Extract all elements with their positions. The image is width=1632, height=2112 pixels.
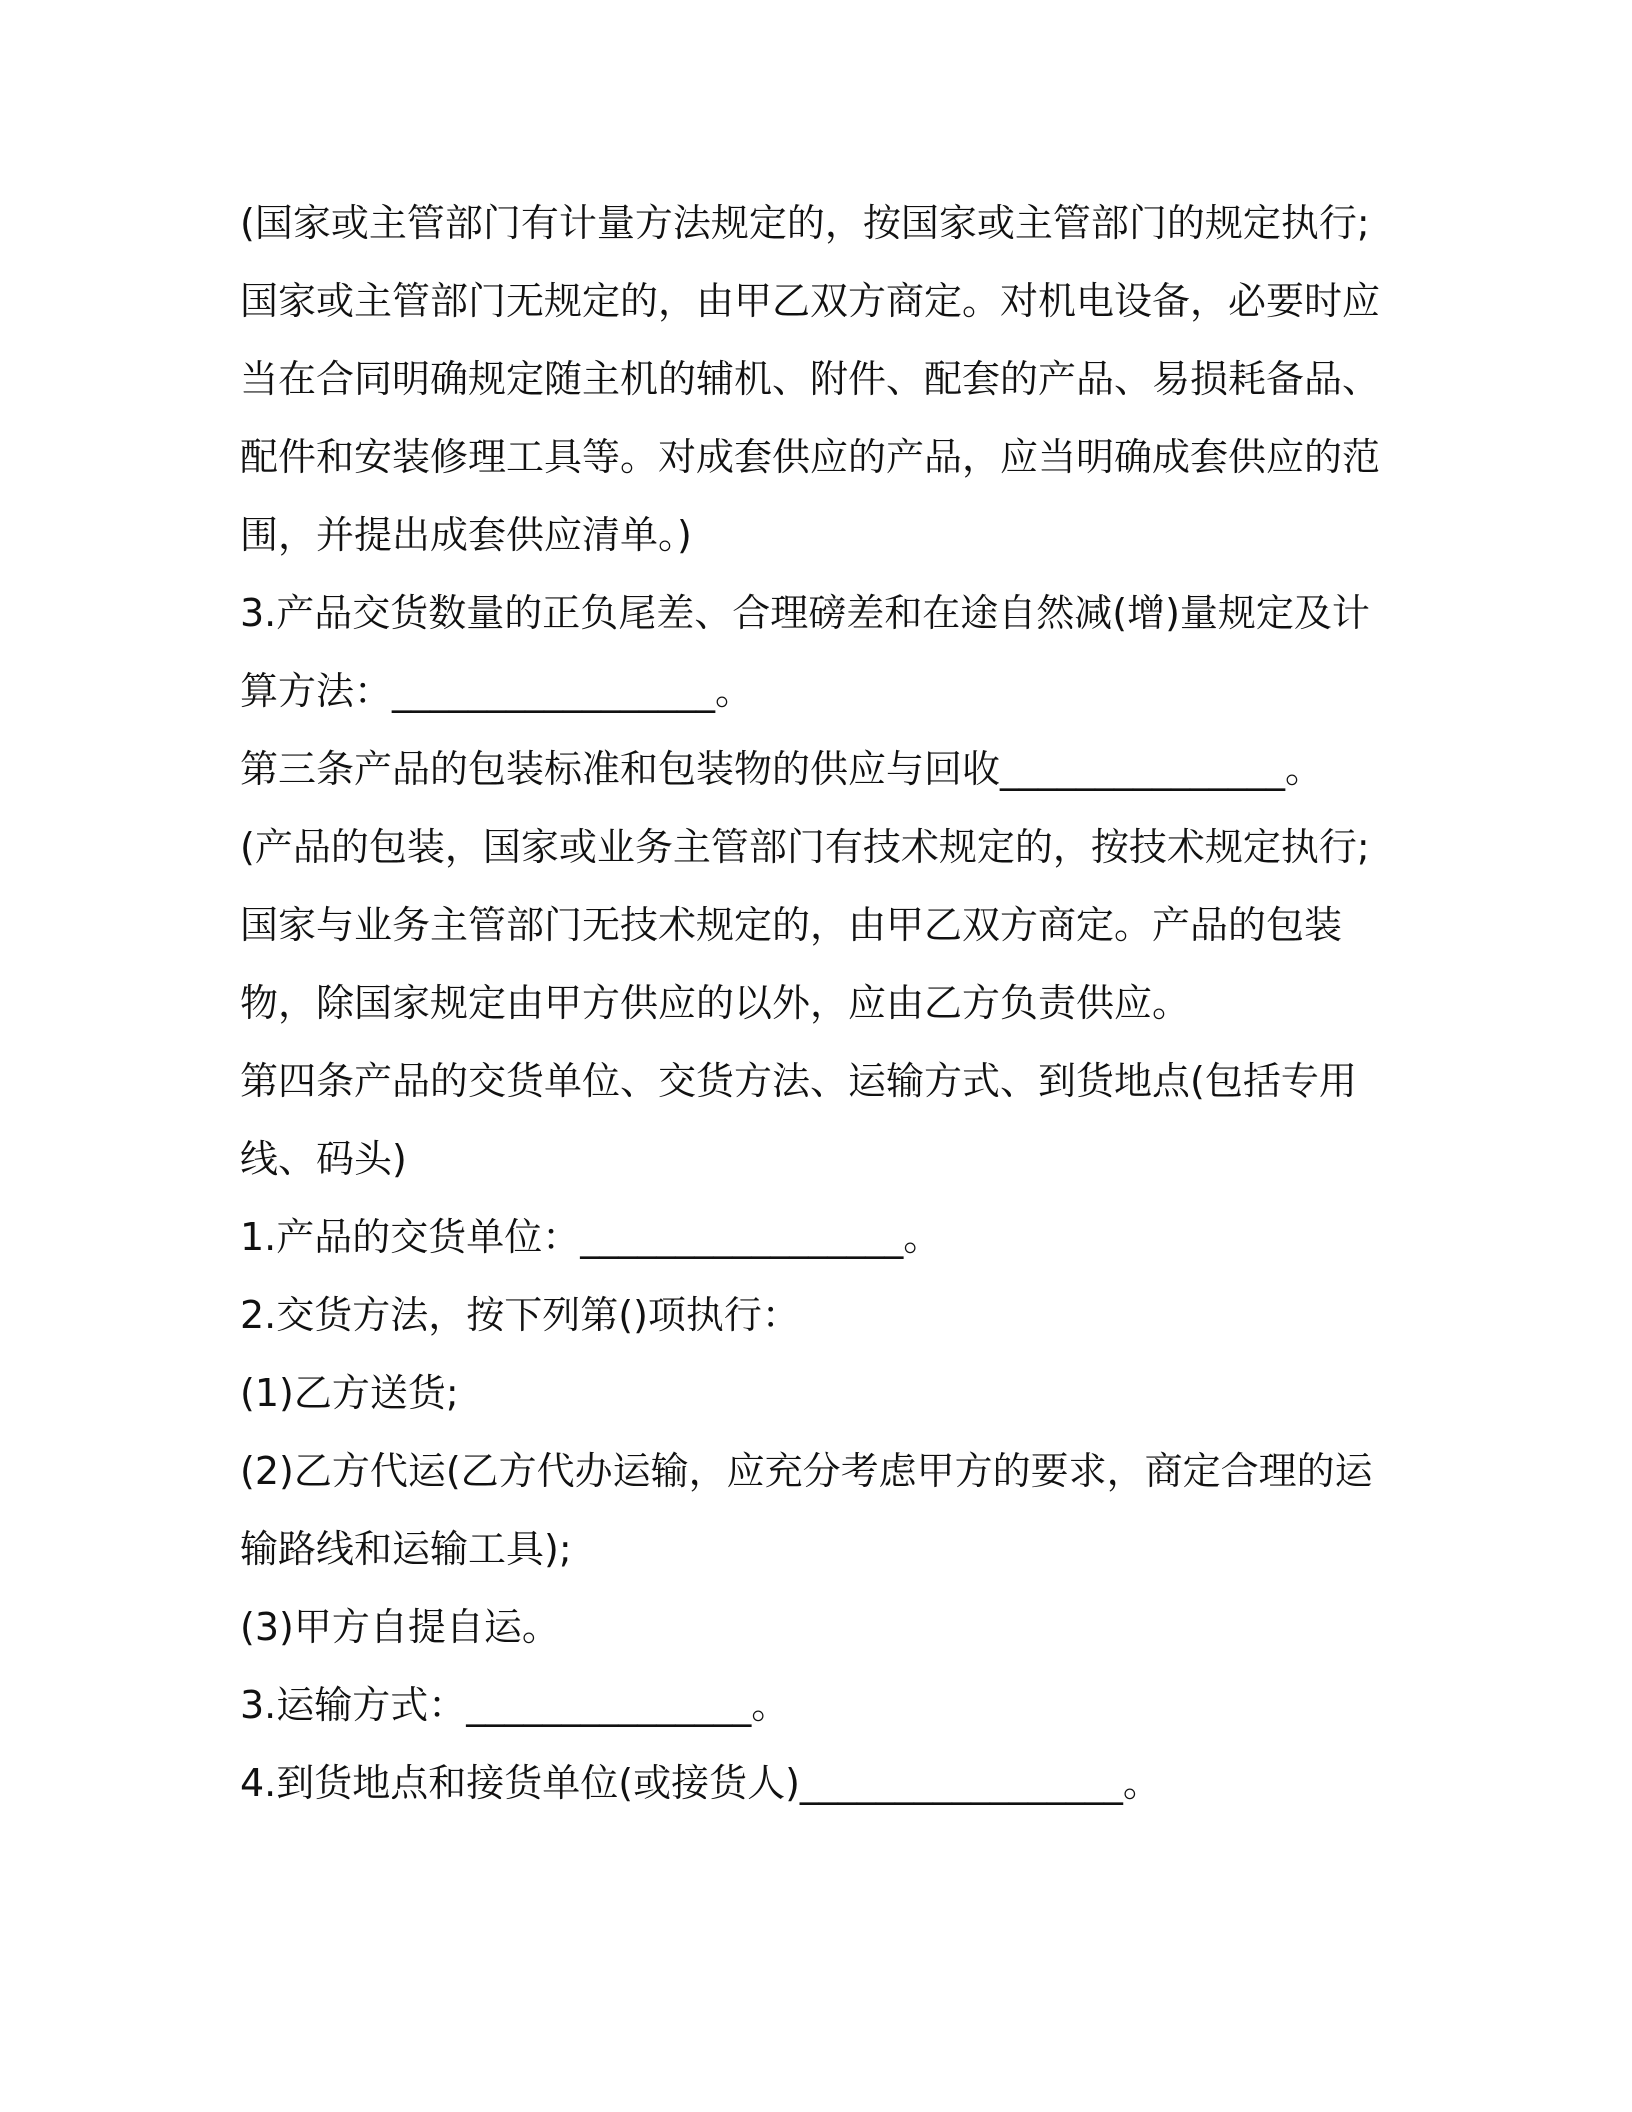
paragraph-measurement-note: (国家或主管部门有计量方法规定的，按国家或主管部门的规定执行;国家或主管部门无规定的，由甲乙双方商定。对机电设备，必要时应当在合同明确规定随主机的辅机、附件、配套的产品、易损耗备品、配件和安装修理工具等。对成套供应的产品，应当明确成套供应的范围，并提出成套供应清单。) [240,201,1381,557]
item-delivery-method: 2.交货方法，按下列第()项执行： [240,1293,800,1337]
article-three-packaging: 第三条产品的包装标准和包装物的供应与回收_______________。 [240,747,1324,791]
item-delivery-unit: 1.产品的交货单位：_________________。 [240,1215,942,1259]
paragraph-packaging-note: (产品的包装，国家或业务主管部门有技术规定的，按技术规定执行;国家与业务主管部门无技术规定的，由甲乙双方商定。产品的包装物，除国家规定由甲方供应的以外，应由乙方负责供应。 [240,825,1370,1025]
document-body [240,184,1400,1822]
item-transport-mode: 3.运输方式：_______________。 [240,1683,790,1727]
article-four-delivery: 第四条产品的交货单位、交货方法、运输方式、到货地点(包括专用线、码头) [240,1059,1357,1181]
option-seller-shipping: (2)乙方代运(乙方代办运输，应充分考虑甲方的要求，商定合理的运输路线和运输工具); [240,1449,1373,1571]
item-arrival-location: 4.到货地点和接货单位(或接货人)_________________。 [240,1761,1161,1805]
option-buyer-pickup: (3)甲方自提自运。 [240,1605,560,1649]
option-seller-delivery: (1)乙方送货; [240,1371,459,1415]
paragraph-quantity-tolerance: 3.产品交货数量的正负尾差、合理磅差和在途自然减(增)量规定及计算方法：_________________。 [240,591,1370,713]
